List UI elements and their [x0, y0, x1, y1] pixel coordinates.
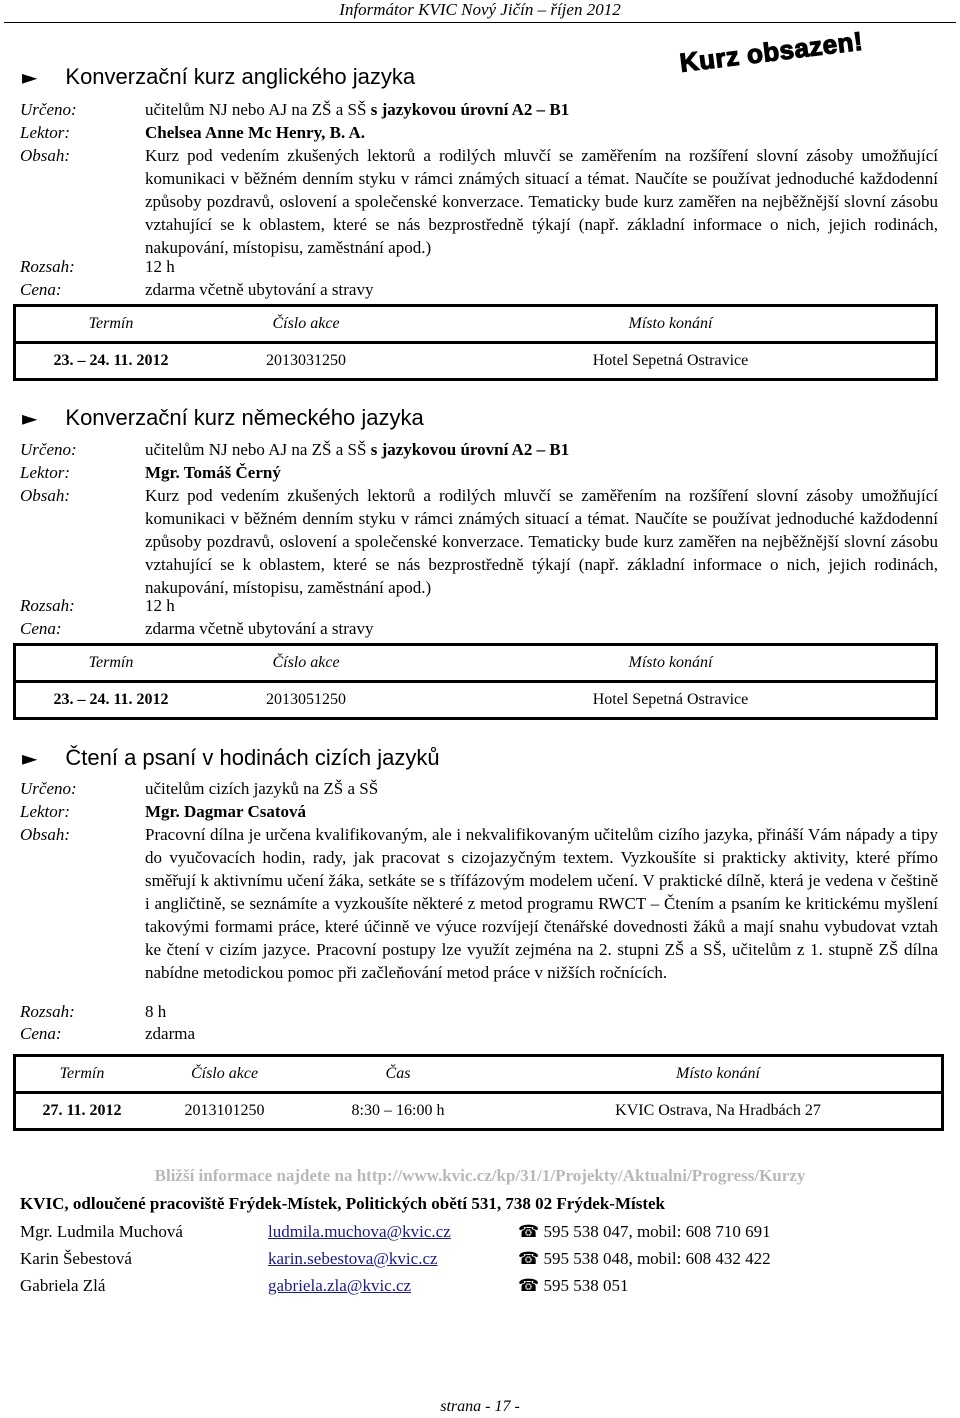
course-2-schedule-table [13, 643, 938, 720]
course-1-urceno-level: s jazykovou úrovní A2 – B1 [370, 100, 570, 119]
cell-cas: 8:30 – 16:00 h [301, 1093, 495, 1130]
course-2-lektor: Mgr. Tomáš Černý [145, 463, 281, 482]
course-3-title-text: Čtení a psaní v hodinách cizích jazyků [65, 745, 440, 770]
course-3-cena: zdarma [145, 1024, 196, 1043]
cell-misto-konani: KVIC Ostrava, Na Hradbách 27 [495, 1093, 943, 1130]
contact-email-link[interactable]: karin.sebestova@kvic.cz [268, 1249, 438, 1268]
contact-name: Mgr. Ludmila Muchová [20, 1222, 183, 1241]
course-3-obsah: Pracovní dílna je určena kvalifikovaným, ale i nekvalifikovaným učitelům cizího jazyka, přináší Vám nápady a tipy do vyučovacích hodin, rady, jak pracovat s cizojazyčným textem. Vyzkoušíte si prakticky aktivity, které přímo směřují k aktivnímu učení žáka, setkáte se s třífázovým modelem učení. V praktické dílně, která je vedena v češtině i angličtině, se seznámíte a vyzkoušíte některé z metod programu RWCT – Čtením a psaním ke kritickému myšlení takovými formami práce, které účinně ve výuce rozvíjejí čtenářské dovednosti žáků a mají snahu vybudovat vztah ke čtení v cizím jazyce. Pracovní postupy lze využít zejména na 2. stupni ZŠ a SŠ, učitelům z 1. stupně ZŠ dílna nabídne metodickou pomoc při začleňování metod práce v nižších ročnících. [145, 825, 938, 982]
cell-termin: 23. – 24. 11. 2012 [15, 682, 207, 719]
header-misto-konani: Místo konání [628, 315, 713, 332]
course-2-urceno [145, 438, 938, 461]
label-cena: Cena: [20, 1024, 62, 1043]
course-1-cena: zdarma včetně ubytování a stravy [145, 280, 374, 299]
label-rozsah: Rozsah: [20, 596, 75, 615]
course-3-rozsah: 8 h [145, 1002, 167, 1021]
table-row [15, 1093, 943, 1130]
table-header-row [15, 1056, 943, 1093]
header-cislo-akce: Číslo akce [190, 1065, 259, 1082]
table-row [15, 682, 937, 719]
label-urceno: Určeno: [20, 440, 77, 459]
contact-phone-number: 595 538 051 [543, 1276, 629, 1295]
arrow-right-icon: ► [22, 746, 38, 770]
label-obsah: Obsah: [20, 486, 71, 505]
contact-phone [518, 1276, 628, 1296]
course-2-title [22, 405, 424, 431]
contact-phone-number: 595 538 048, mobil: 608 432 422 [543, 1249, 771, 1268]
contact-name: Gabriela Zlá [20, 1276, 106, 1295]
header-cislo-akce: Číslo akce [272, 315, 340, 332]
header-termin: Termín [59, 1065, 105, 1082]
course-2-urceno-level: s jazykovou úrovní A2 – B1 [370, 440, 570, 459]
header-cislo-akce: Číslo akce [272, 654, 340, 671]
course-1-schedule-table [13, 304, 938, 381]
header-cas: Čas [385, 1065, 411, 1082]
label-urceno: Určeno: [20, 779, 77, 798]
course-1-lektor: Chelsea Anne Mc Henry, B. A. [145, 123, 366, 142]
course-2-title-text: Konverzační kurz německého jazyka [65, 405, 424, 430]
cell-cislo-akce: 2013051250 [206, 682, 406, 719]
course-2-rozsah: 12 h [145, 596, 175, 615]
label-lektor: Lektor: [20, 123, 71, 142]
course-3-lektor: Mgr. Dagmar Csatová [145, 802, 307, 821]
course-2-urceno-text: učitelům NJ nebo AJ na ZŠ a SŠ [145, 440, 371, 459]
label-obsah: Obsah: [20, 146, 71, 165]
header-misto-konani: Místo konání [628, 654, 713, 671]
contact-email-link[interactable]: gabriela.zla@kvic.cz [268, 1276, 412, 1295]
table-header-row [15, 306, 937, 343]
office-address: KVIC, odloučené pracoviště Frýdek-Místek, Politických obětí 531, 738 02 Frýdek-Místek [20, 1194, 665, 1213]
telephone-icon: ☎ [518, 1249, 540, 1268]
label-cena: Cena: [20, 619, 62, 638]
more-info-link[interactable]: Bližší informace najdete na http://www.kvic.cz/kp/31/1/Projekty/Aktualni/Progress/Kurzy [154, 1166, 806, 1185]
course-3-urceno: učitelům cizích jazyků na ZŠ a SŠ [145, 779, 379, 798]
table-row [15, 343, 937, 380]
label-rozsah: Rozsah: [20, 257, 75, 276]
contact-email-link[interactable]: ludmila.muchova@kvic.cz [268, 1222, 451, 1241]
contact-phone-number: 595 538 047, mobil: 608 710 691 [543, 1222, 771, 1241]
header-termin: Termín [88, 654, 134, 671]
arrow-right-icon: ► [22, 65, 38, 89]
cell-misto-konani: Hotel Sepetná Ostravice [406, 343, 937, 380]
contact-name: Karin Šebestová [20, 1249, 132, 1268]
cell-cislo-akce: 2013101250 [148, 1093, 301, 1130]
course-1-obsah: Kurz pod vedením zkušených lektorů a rodilých mluvčí se zaměřením na rozšíření slovní zásoby umožňující komunikaci v běžném denním styku v rámci známých situací a témat. Naučíte se používat jednoduché každodenní způsoby pozdravů, oslovení a společenské konverzace. Tematicky bude kurz zaměřen na nejběžnější slovní zásobu vztahující se k oblastem, které se nás bezprostředně týkají (např. základní informace o nich, jejich rodinách, nakupování, místopisu, zaměstnání apod.) [145, 146, 938, 257]
cell-termin: 23. – 24. 11. 2012 [15, 343, 207, 380]
label-obsah: Obsah: [20, 825, 71, 844]
course-2-cena: zdarma včetně ubytování a stravy [145, 619, 374, 638]
course-1-title-text: Konverzační kurz anglického jazyka [65, 64, 416, 89]
course-3-title [22, 745, 440, 771]
table-header-row [15, 645, 937, 682]
course-2-obsah: Kurz pod vedením zkušených lektorů a rodilých mluvčí se zaměřením na rozšíření slovní zásoby umožňující komunikaci v běžném denním styku v rámci známých situací a témat. Naučíte se používat jednoduché každodenní způsoby pozdravů, oslovení a společenské konverzace. Tematicky bude kurz zaměřen na nejběžnější slovní zásobu vztahující se k oblastem, které se nás bezprostředně týkají (např. základní informace o nich, jejich rodinách, nakupování, místopisu, zaměstnání apod.) [145, 486, 938, 597]
telephone-icon: ☎ [518, 1222, 540, 1241]
course-1-urceno [145, 98, 938, 121]
header-termin: Termín [88, 315, 134, 332]
contact-phone [518, 1222, 771, 1242]
arrow-right-icon: ► [22, 406, 38, 430]
cell-misto-konani: Hotel Sepetná Ostravice [406, 682, 937, 719]
label-lektor: Lektor: [20, 463, 71, 482]
cell-cislo-akce: 2013031250 [206, 343, 406, 380]
page-number: strana - 17 - [440, 1398, 520, 1415]
label-rozsah: Rozsah: [20, 1002, 75, 1021]
label-lektor: Lektor: [20, 802, 71, 821]
cell-termin: 27. 11. 2012 [15, 1093, 149, 1130]
page-header: Informátor KVIC Nový Jičín – říjen 2012 [339, 0, 621, 19]
label-urceno: Určeno: [20, 100, 77, 119]
course-full-stamp: Kurz obsazen! [678, 25, 865, 78]
course-3-schedule-table [13, 1054, 944, 1131]
telephone-icon: ☎ [518, 1276, 540, 1295]
course-1-title [22, 64, 415, 90]
course-1-urceno-text: učitelům NJ nebo AJ na ZŠ a SŠ [145, 100, 371, 119]
contact-phone [518, 1249, 771, 1269]
label-cena: Cena: [20, 280, 62, 299]
header-divider [4, 22, 956, 23]
course-1-rozsah: 12 h [145, 257, 175, 276]
header-misto-konani: Místo konání [676, 1065, 760, 1082]
